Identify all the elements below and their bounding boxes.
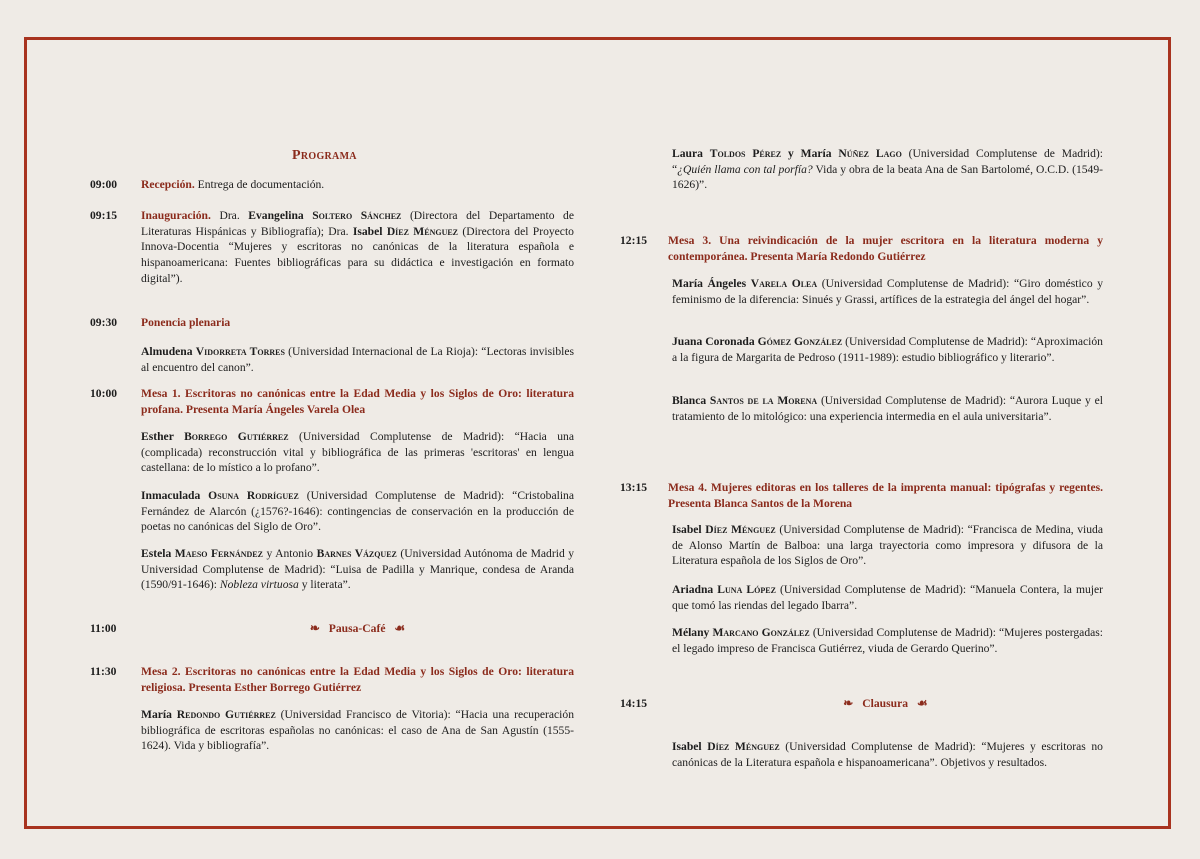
- talk-item: Ariadna Luna López (Universidad Complutense de Madrid): “Manuela Contera, la mujer que tomó las riendas del legado Ibarra”.: [672, 583, 1103, 612]
- time-label: 12:15: [620, 234, 648, 247]
- time-label: 09:30: [90, 316, 118, 329]
- talk-item: Isabel Díez Ménguez (Universidad Complutense de Madrid): “Francisca de Medina, viuda de Alonso Martín de Balboa: una larga trayectoria como impresora y difusora de la Literatura española de los Siglos de Oro”.: [672, 523, 1103, 568]
- talk-item: Esther Borrego Gutiérrez (Universidad Complutense de Madrid): “Hacia una (complicada) reconstrucción vital y bibliográfica de las primeras 'escritoras' en lengua castellana: de lo místico a lo profano”.: [141, 430, 574, 475]
- time-label: 14:15: [620, 697, 648, 710]
- time-label: 11:00: [90, 622, 117, 635]
- talk-item: Isabel Díez Ménguez (Universidad Complutense de Madrid): “Mujeres y escritoras no canónicas de la Literatura española e hispanoamericana”. Objetivos y resultados.: [672, 740, 1103, 769]
- time-label: 09:00: [90, 178, 118, 191]
- time-label: 11:30: [90, 665, 117, 678]
- fleuron-icon: ❧: [843, 696, 854, 710]
- time-label: 09:15: [90, 209, 118, 222]
- talk-item: Almudena Vidorreta Torres (Universidad Internacional de La Rioja): “Lectoras invisibles al encuentro del canon”.: [141, 345, 575, 374]
- talk-item: Laura Toldos Pérez y María Núñez Lago (Universidad Complutense de Madrid): “¿Quién llama con tal porfía? Vida y obra de la beata Ana de San Bartolomé, O.C.D. (1549-1626)”.: [672, 147, 1103, 192]
- talk-item: María Redondo Gutiérrez (Universidad Francisco de Vitoria): “Hacia una recuperación bibliográfica de escritoras españolas no canónicas: el caso de Ana de San Agustín (1555-1624). Vida y bibliografía”.: [141, 708, 574, 753]
- time-label: 10:00: [90, 387, 118, 400]
- fleuron-icon: ☙: [394, 621, 406, 635]
- time-label: 13:15: [620, 481, 648, 494]
- talk-item: Blanca Santos de la Morena (Universidad Complutense de Madrid): “Aurora Luque y el tratamiento de lo mitológico: una experiencia intermedia en el aula universitaria”.: [672, 394, 1103, 423]
- talk-item: Juana Coronada Gómez González (Universidad Complutense de Madrid): “Aproximación a la figura de Margarita de Pedroso (1911-1989): estudio bibliográfico y literario”.: [672, 335, 1103, 364]
- talk-item: Estela Maeso Fernández y Antonio Barnes Vázquez (Universidad Autónoma de Madrid y Universidad Complutense de Madrid): “Luisa de Padilla y Manrique, condesa de Aranda (1590/91-1646): Nobleza virtuosa y literata”.: [141, 547, 575, 592]
- talk-item: María Ángeles Varela Olea (Universidad Complutense de Madrid): “Giro doméstico y feminismo de la diferencia: Sinués y Grassi, artífices de la estrategia del ángel del hogar”.: [672, 277, 1103, 306]
- talk-item: Mélany Marcano González (Universidad Complutense de Madrid): “Mujeres postergadas: el legado impreso de Francisca Gutiérrez, viuda de Gerardo Querino”.: [672, 626, 1104, 655]
- fleuron-icon: ❧: [309, 621, 320, 635]
- program-title: Programa: [292, 148, 357, 163]
- fleuron-icon: ☙: [916, 696, 928, 710]
- talk-item: Inmaculada Osuna Rodríguez (Universidad Complutense de Madrid): “Cristobalina Fernández de Alarcón (¿1576?-1646): contingencias de conservación en la producción de poetas no canónicas del Siglo de Oro”.: [141, 489, 574, 534]
